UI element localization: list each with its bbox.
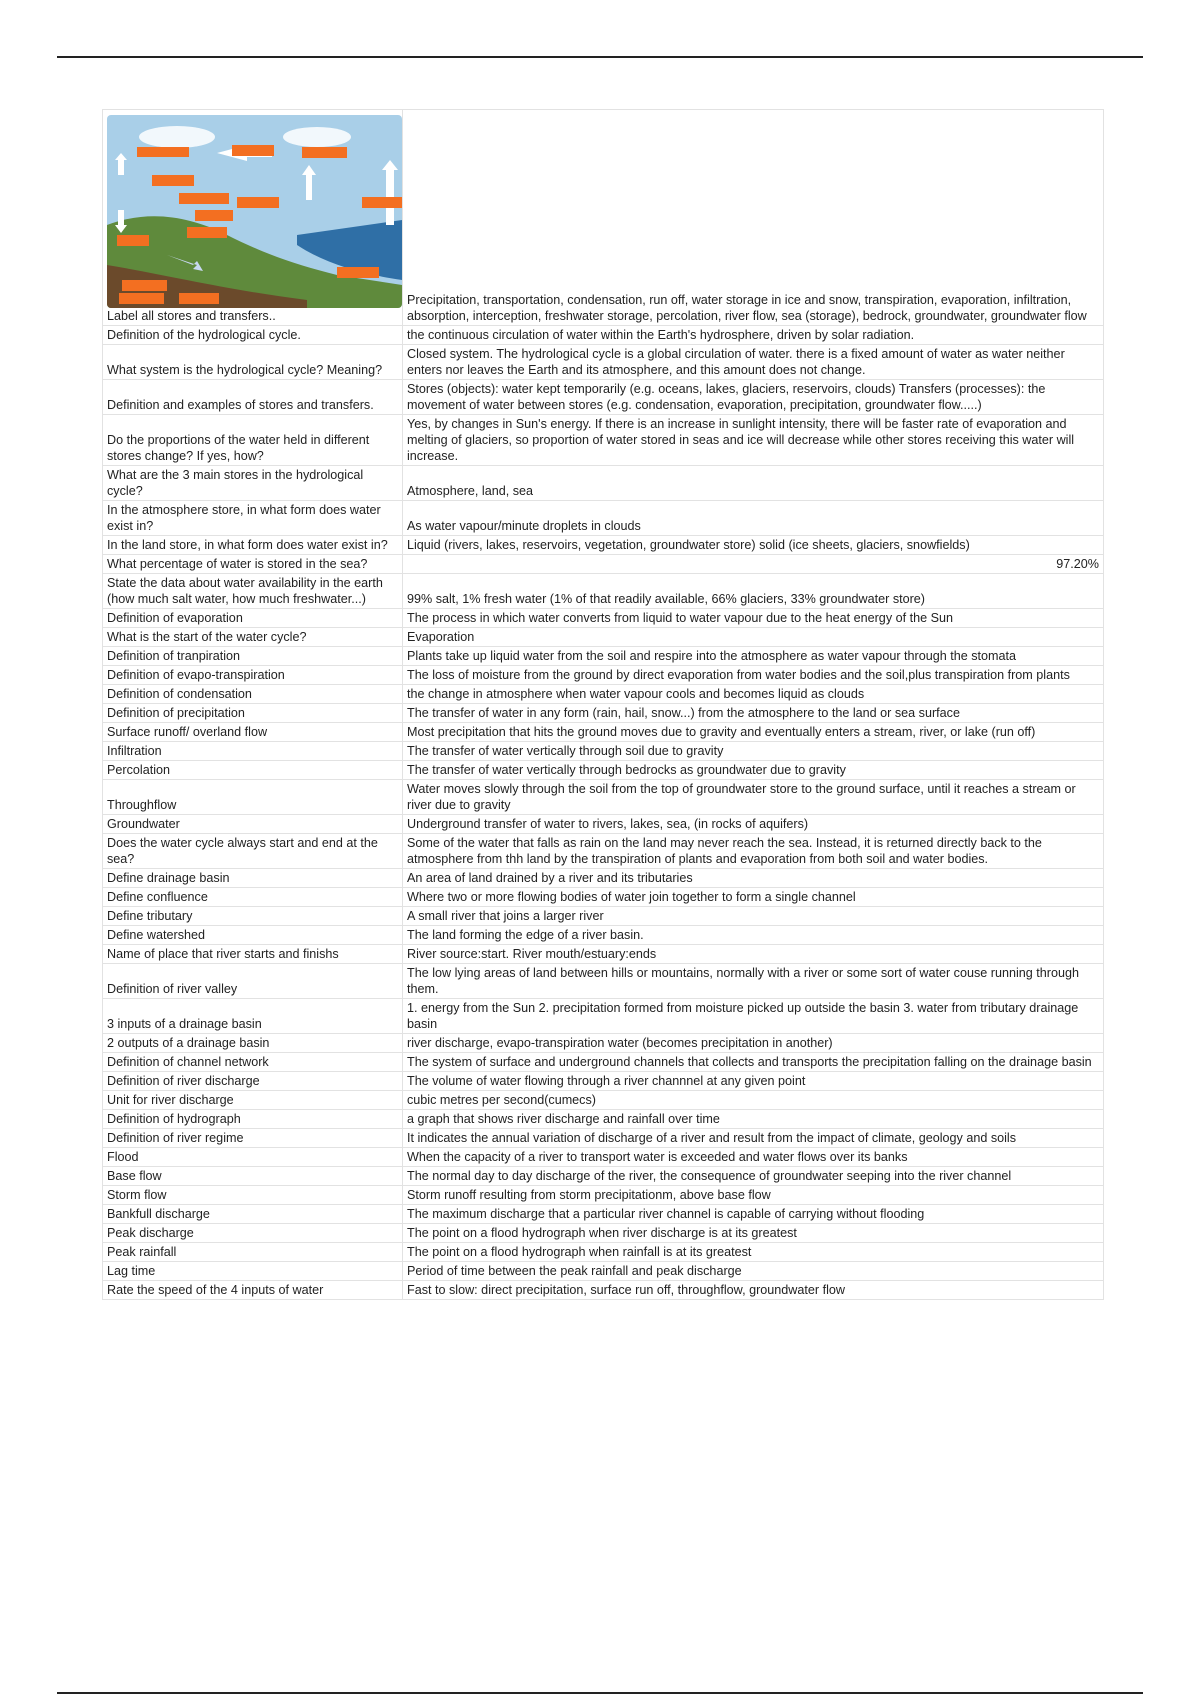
question-cell: Definition of river regime (103, 1129, 403, 1148)
table-row (103, 1072, 1104, 1091)
answer-cell: A small river that joins a larger river (403, 907, 1104, 926)
question-cell: Infiltration (103, 742, 403, 761)
table-row (103, 345, 1104, 380)
answer-cell: Atmosphere, land, sea (403, 466, 1104, 501)
table-row (103, 1091, 1104, 1110)
answer-cell: The normal day to day discharge of the river, the consequence of groundwater seeping into the river channel (403, 1167, 1104, 1186)
table-row (103, 1034, 1104, 1053)
answer-cell: Stores (objects): water kept temporarily (e.g. oceans, lakes, glaciers, reservoirs, clouds) Transfers (processes): the movement of water between stores (e.g. condensation, evaporation, precipitation, groundwater flow.....) (403, 380, 1104, 415)
question-cell: Definition and examples of stores and transfers. (103, 380, 403, 415)
question-cell: Definition of hydrograph (103, 1110, 403, 1129)
study-table-body (103, 110, 1104, 1300)
question-cell: Definition of tranpiration (103, 647, 403, 666)
table-row (103, 647, 1104, 666)
answer-cell: 1. energy from the Sun 2. precipitation formed from moisture picked up outside the basin 3. water from tributary drainage basin (403, 999, 1104, 1034)
table-row (103, 1167, 1104, 1186)
answer-cell: Closed system. The hydrological cycle is a global circulation of water. there is a fixed amount of water as water neither enters nor leaves the Earth and its atmosphere, and this amount does not change. (403, 345, 1104, 380)
table-row (103, 1281, 1104, 1300)
question-cell: Name of place that river starts and finishs (103, 945, 403, 964)
question-text: Label all stores and transfers.. (107, 309, 276, 323)
question-cell: 2 outputs of a drainage basin (103, 1034, 403, 1053)
table-row (103, 415, 1104, 466)
question-cell: Bankfull discharge (103, 1205, 403, 1224)
table-row (103, 945, 1104, 964)
table-row (103, 1053, 1104, 1072)
table-row (103, 761, 1104, 780)
answer-cell: The point on a flood hydrograph when rainfall is at its greatest (403, 1243, 1104, 1262)
answer-cell: Most precipitation that hits the ground moves due to gravity and eventually enters a stream, river, or lake (run off) (403, 723, 1104, 742)
answer-cell: The point on a flood hydrograph when river discharge is at its greatest (403, 1224, 1104, 1243)
question-cell: In the atmosphere store, in what form does water exist in? (103, 501, 403, 536)
answer-cell: The system of surface and underground channels that collects and transports the precipitation falling on the drainage basin (403, 1053, 1104, 1072)
table-row (103, 907, 1104, 926)
question-cell: Definition of the hydrological cycle. (103, 326, 403, 345)
table-row (103, 1110, 1104, 1129)
answer-cell: The transfer of water in any form (rain, hail, snow...) from the atmosphere to the land or sea surface (403, 704, 1104, 723)
answer-cell: The transfer of water vertically through bedrocks as groundwater due to gravity (403, 761, 1104, 780)
question-cell: Throughflow (103, 780, 403, 815)
question-cell: Do the proportions of the water held in different stores change? If yes, how? (103, 415, 403, 466)
table-row (103, 685, 1104, 704)
table-row (103, 380, 1104, 415)
answer-cell: Period of time between the peak rainfall and peak discharge (403, 1262, 1104, 1281)
answer-cell: Some of the water that falls as rain on the land may never reach the sea. Instead, it is returned directly back to the atmosphere from thh land by the transpiration of plants and evaporation from both soil and water bodies. (403, 834, 1104, 869)
table-row (103, 609, 1104, 628)
question-cell: Does the water cycle always start and end at the sea? (103, 834, 403, 869)
question-cell: Rate the speed of the 4 inputs of water (103, 1281, 403, 1300)
question-cell: Base flow (103, 1167, 403, 1186)
table-row (103, 666, 1104, 685)
question-cell: Definition of precipitation (103, 704, 403, 723)
answer-cell: the change in atmosphere when water vapour cools and becomes liquid as clouds (403, 685, 1104, 704)
table-row (103, 780, 1104, 815)
answer-cell: The process in which water converts from liquid to water vapour due to the heat energy of the Sun (403, 609, 1104, 628)
answer-cell: The loss of moisture from the ground by direct evaporation from water bodies and the soil,plus transpiration from plants (403, 666, 1104, 685)
question-cell: Definition of evaporation (103, 609, 403, 628)
table-row (103, 466, 1104, 501)
answer-cell: Plants take up liquid water from the soil and respire into the atmosphere as water vapour through the stomata (403, 647, 1104, 666)
table-row (103, 501, 1104, 536)
question-cell: Surface runoff/ overland flow (103, 723, 403, 742)
question-cell: What system is the hydrological cycle? Meaning? (103, 345, 403, 380)
table-row (103, 1148, 1104, 1167)
table-row (103, 704, 1104, 723)
answer-cell: Fast to slow: direct precipitation, surface run off, throughflow, groundwater flow (403, 1281, 1104, 1300)
table-row (103, 869, 1104, 888)
study-table (102, 109, 1104, 1300)
answer-cell: river discharge, evapo-transpiration water (becomes precipitation in another) (403, 1034, 1104, 1053)
question-cell: Define confluence (103, 888, 403, 907)
table-row (103, 574, 1104, 609)
question-cell: Definition of river valley (103, 964, 403, 999)
question-cell: In the land store, in what form does water exist in? (103, 536, 403, 555)
answer-cell: Where two or more flowing bodies of water join together to form a single channel (403, 888, 1104, 907)
question-cell (103, 110, 403, 326)
answer-cell: Water moves slowly through the soil from the top of groundwater store to the ground surface, until it reaches a stream or river due to gravity (403, 780, 1104, 815)
table-row (103, 536, 1104, 555)
answer-cell: a graph that shows river discharge and rainfall over time (403, 1110, 1104, 1129)
question-cell: Definition of channel network (103, 1053, 403, 1072)
question-cell: Define watershed (103, 926, 403, 945)
answer-cell: When the capacity of a river to transport water is exceeded and water flows over its banks (403, 1148, 1104, 1167)
answer-cell: Yes, by changes in Sun's energy. If there is an increase in sunlight intensity, there will be faster rate of evaporation and melting of glaciers, so proportion of water stored in seas and ice will decrease while other stores receiving this water will increase. (403, 415, 1104, 466)
question-cell: Groundwater (103, 815, 403, 834)
table-row (103, 628, 1104, 647)
footer-rule (57, 1692, 1143, 1694)
answer-cell: Precipitation, transportation, condensation, run off, water storage in ice and snow, transpiration, evaporation, infiltration, absorption, interception, freshwater storage, percolation, river flow, sea (storage), bedrock, groundwater, groundwater flow (403, 110, 1104, 326)
answer-cell: The volume of water flowing through a river channnel at any given point (403, 1072, 1104, 1091)
table-row (103, 1186, 1104, 1205)
answer-cell: Evaporation (403, 628, 1104, 647)
table-row (103, 110, 1104, 326)
question-cell: State the data about water availability in the earth (how much salt water, how much freshwater...) (103, 574, 403, 609)
table-row (103, 326, 1104, 345)
table-row (103, 1205, 1104, 1224)
table-row (103, 1129, 1104, 1148)
question-cell: Definition of condensation (103, 685, 403, 704)
table-row (103, 999, 1104, 1034)
table-row (103, 1262, 1104, 1281)
table-row (103, 964, 1104, 999)
table-row (103, 723, 1104, 742)
question-cell: Define tributary (103, 907, 403, 926)
answer-cell: The land forming the edge of a river basin. (403, 926, 1104, 945)
question-cell: What is the start of the water cycle? (103, 628, 403, 647)
answer-cell: The transfer of water vertically through soil due to gravity (403, 742, 1104, 761)
table-row (103, 1224, 1104, 1243)
answer-cell: Liquid (rivers, lakes, reservoirs, vegetation, groundwater store) solid (ice sheets, glaciers, snowfields) (403, 536, 1104, 555)
question-cell: What percentage of water is stored in the sea? (103, 555, 403, 574)
answer-cell: The low lying areas of land between hills or mountains, normally with a river or some sort of water couse running through them. (403, 964, 1104, 999)
water-cycle-diagram (107, 115, 402, 308)
question-cell: Definition of evapo-transpiration (103, 666, 403, 685)
table-row (103, 742, 1104, 761)
answer-cell: Underground transfer of water to rivers, lakes, sea, (in rocks of aquifers) (403, 815, 1104, 834)
answer-cell: the continuous circulation of water within the Earth's hydrosphere, driven by solar radiation. (403, 326, 1104, 345)
answer-cell: River source:start. River mouth/estuary:ends (403, 945, 1104, 964)
table-row (103, 555, 1104, 574)
answer-value-cell: 97.20% (403, 555, 1104, 574)
table-row (103, 815, 1104, 834)
answer-cell: It indicates the annual variation of discharge of a river and result from the impact of climate, geology and soils (403, 1129, 1104, 1148)
question-cell: Peak discharge (103, 1224, 403, 1243)
table-row (103, 1243, 1104, 1262)
table-row (103, 834, 1104, 869)
question-cell: Define drainage basin (103, 869, 403, 888)
question-cell: Lag time (103, 1262, 403, 1281)
table-row (103, 888, 1104, 907)
question-cell: Percolation (103, 761, 403, 780)
answer-cell: Storm runoff resulting from storm precipitationm, above base flow (403, 1186, 1104, 1205)
question-cell: Unit for river discharge (103, 1091, 403, 1110)
question-cell: Storm flow (103, 1186, 403, 1205)
answer-cell: 99% salt, 1% fresh water (1% of that readily available, 66% glaciers, 33% groundwater store) (403, 574, 1104, 609)
question-cell: Peak rainfall (103, 1243, 403, 1262)
answer-cell: As water vapour/minute droplets in clouds (403, 501, 1104, 536)
question-cell: Flood (103, 1148, 403, 1167)
table-row (103, 926, 1104, 945)
answer-cell: The maximum discharge that a particular river channel is capable of carrying without flooding (403, 1205, 1104, 1224)
question-cell: Definition of river discharge (103, 1072, 403, 1091)
question-cell: What are the 3 main stores in the hydrological cycle? (103, 466, 403, 501)
header-rule (57, 56, 1143, 58)
answer-cell: cubic metres per second(cumecs) (403, 1091, 1104, 1110)
answer-cell: An area of land drained by a river and its tributaries (403, 869, 1104, 888)
question-cell: 3 inputs of a drainage basin (103, 999, 403, 1034)
